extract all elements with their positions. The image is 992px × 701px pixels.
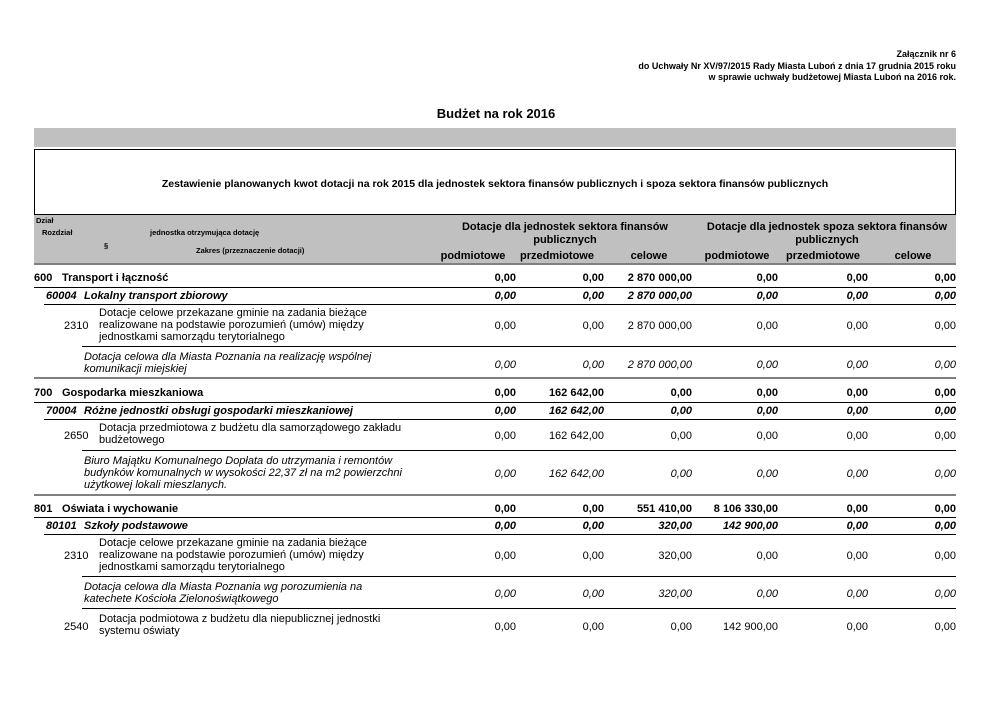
amount: 0,00 bbox=[846, 430, 868, 442]
chapter-name: Lokalny transport zbiorowy bbox=[84, 290, 228, 302]
header-col-podmiotowe-2: podmiotowe bbox=[704, 250, 770, 262]
amount: 0,00 bbox=[582, 320, 604, 332]
header-scope: Zakres (przeznaczenie dotacji) bbox=[196, 246, 305, 255]
header-dzial: Dział bbox=[36, 216, 54, 225]
paragraph-desc-line: jednostkami samorządu terytorialnego bbox=[99, 331, 285, 343]
paragraph-desc-line: Dotacja przedmiotowa z budżetu dla samorządowego zakładu bbox=[99, 422, 402, 434]
header-col-podmiotowe-1: podmiotowe bbox=[440, 250, 506, 262]
resolution-reference: do Uchwały Nr XV/97/2015 Rady Miasta Luboń z dnia 17 grudnia 2015 roku bbox=[638, 61, 956, 71]
amount: 0,00 bbox=[934, 320, 956, 332]
amount: 0,00 bbox=[582, 359, 604, 371]
amount: 0,00 bbox=[670, 387, 692, 399]
amount: 0,00 bbox=[846, 320, 868, 332]
amount: 0,00 bbox=[756, 272, 778, 284]
header-bottom-rule bbox=[34, 263, 956, 265]
section-code: 600 bbox=[34, 272, 53, 284]
amount: 0,00 bbox=[934, 520, 956, 532]
header-col-przedmiotowe-1: przedmiotowe bbox=[520, 250, 594, 262]
chapter-code: 60004 bbox=[46, 290, 77, 302]
row-rule bbox=[82, 346, 956, 347]
amount: 0,00 bbox=[494, 588, 516, 600]
attachment-number: Załącznik nr 6 bbox=[896, 49, 956, 59]
amount: 320,00 bbox=[658, 588, 692, 600]
budget-title: Budżet na rok 2016 bbox=[436, 106, 556, 121]
section-rule bbox=[34, 377, 956, 379]
amount: 0,00 bbox=[494, 359, 516, 371]
amount: 0,00 bbox=[582, 290, 604, 302]
amount: 0,00 bbox=[934, 387, 956, 399]
amount: 0,00 bbox=[846, 520, 868, 532]
amount: 0,00 bbox=[846, 387, 868, 399]
amount: 0,00 bbox=[846, 468, 868, 480]
entity-desc-line: użytkowej lokali mieszlanych. bbox=[84, 479, 228, 491]
amount: 0,00 bbox=[756, 359, 778, 371]
gray-band bbox=[34, 128, 956, 147]
chapter-name: Szkoły podstawowe bbox=[84, 520, 188, 532]
header-col-celowe-1: celowe bbox=[630, 250, 668, 262]
header-entity: jednostka otrzymująca dotację bbox=[150, 228, 260, 237]
paragraph-code: 2650 bbox=[64, 430, 89, 442]
entity-desc-line: Biuro Majątku Komunalnego Dopłata do utrzymania i remontów bbox=[84, 455, 393, 467]
header-col-celowe-2: celowe bbox=[894, 250, 932, 262]
amount: 2 870 000,00 bbox=[627, 320, 692, 332]
amount: 0,00 bbox=[934, 405, 956, 417]
amount: 0,00 bbox=[756, 550, 778, 562]
amount: 0,00 bbox=[846, 588, 868, 600]
paragraph-code: 2310 bbox=[64, 550, 89, 562]
header-paragraph: § bbox=[104, 241, 109, 250]
amount: 0,00 bbox=[670, 430, 692, 442]
amount: 0,00 bbox=[670, 405, 692, 417]
row-rule bbox=[44, 534, 956, 535]
entity-desc-line: komunikacji miejskiej bbox=[84, 363, 187, 375]
amount: 0,00 bbox=[494, 290, 516, 302]
row-rule bbox=[34, 287, 956, 288]
amount: 0,00 bbox=[934, 290, 956, 302]
amount: 0,00 bbox=[494, 387, 516, 399]
amount: 0,00 bbox=[934, 550, 956, 562]
entity-desc-line: Dotacja celowa dla Miasta Poznania wg porozumienia na bbox=[84, 581, 363, 593]
amount: 162 642,00 bbox=[548, 430, 604, 442]
resolution-subject: w sprawie uchwały budżetowej Miasta Luboń na 2016 rok. bbox=[708, 72, 956, 82]
header-col-przedmiotowe-2: przedmiotowe bbox=[786, 250, 860, 262]
amount: 162 642,00 bbox=[548, 387, 604, 399]
amount: 0,00 bbox=[494, 520, 516, 532]
amount: 162 642,00 bbox=[548, 405, 604, 417]
amount: 0,00 bbox=[846, 503, 868, 515]
amount: 0,00 bbox=[756, 588, 778, 600]
amount: 0,00 bbox=[756, 405, 778, 417]
amount: 142 900,00 bbox=[722, 621, 778, 633]
row-rule bbox=[44, 419, 956, 420]
header-rozdzial: Rozdział bbox=[42, 228, 73, 237]
paragraph-desc-line: Dotacja podmiotowa z budżetu dla niepublicznej jednostki bbox=[99, 613, 381, 625]
amount: 0,00 bbox=[494, 550, 516, 562]
entity-desc-line: katechete Kościoła Zielonoświątkowego bbox=[84, 593, 279, 605]
paragraph-desc-line: Dotacje celowe przekazane gminie na zadania bieżące bbox=[99, 537, 367, 549]
amount: 0,00 bbox=[756, 320, 778, 332]
paragraph-desc-line: Dotacje celowe przekazane gminie na zadania bieżące bbox=[99, 307, 367, 319]
paragraph-code: 2310 bbox=[64, 320, 89, 332]
amount: 0,00 bbox=[756, 290, 778, 302]
amount: 0,00 bbox=[756, 468, 778, 480]
amount: 0,00 bbox=[582, 621, 604, 633]
amount: 2 870 000,00 bbox=[627, 272, 692, 284]
row-rule bbox=[34, 517, 956, 518]
amount: 320,00 bbox=[658, 520, 692, 532]
amount: 551 410,00 bbox=[636, 503, 692, 515]
chapter-code: 80101 bbox=[46, 520, 77, 532]
row-rule bbox=[82, 576, 956, 577]
amount: 2 870 000,00 bbox=[627, 290, 692, 302]
paragraph-code: 2540 bbox=[64, 621, 89, 633]
table-title-box bbox=[34, 149, 956, 215]
amount: 0,00 bbox=[582, 550, 604, 562]
section-name: Oświata i wychowanie bbox=[62, 503, 179, 515]
amount: 0,00 bbox=[494, 503, 516, 515]
section-name: Transport i łączność bbox=[62, 272, 169, 284]
section-code: 700 bbox=[34, 387, 53, 399]
amount: 0,00 bbox=[582, 503, 604, 515]
amount: 0,00 bbox=[934, 272, 956, 284]
section-code: 801 bbox=[34, 503, 53, 515]
amount: 8 106 330,00 bbox=[713, 503, 778, 515]
amount: 0,00 bbox=[934, 588, 956, 600]
amount: 0,00 bbox=[846, 359, 868, 371]
chapter-name: Różne jednostki obsługi gospodarki mieszkaniowej bbox=[84, 405, 353, 417]
amount: 320,00 bbox=[658, 550, 692, 562]
amount: 0,00 bbox=[670, 621, 692, 633]
amount: 0,00 bbox=[846, 550, 868, 562]
amount: 0,00 bbox=[582, 520, 604, 532]
table-title: Zestawienie planowanych kwot dotacji na rok 2015 dla jednostek sektora finansów publicznych i spoza sektora finansów publicznych bbox=[161, 178, 829, 190]
header-group-nonpublic: Dotacje dla jednostek spoza sektora finansów publicznych bbox=[706, 221, 948, 246]
paragraph-desc-line: jednostkami samorządu terytorialnego bbox=[99, 561, 285, 573]
row-rule bbox=[82, 608, 956, 609]
amount: 0,00 bbox=[934, 430, 956, 442]
entity-desc-line: budynków komunalnych w wysokości 22,37 zł na m2 powierzchni bbox=[84, 467, 402, 479]
amount: 0,00 bbox=[846, 290, 868, 302]
amount: 0,00 bbox=[846, 405, 868, 417]
chapter-code: 70004 bbox=[46, 405, 77, 417]
row-rule bbox=[34, 402, 956, 403]
row-rule bbox=[82, 450, 956, 451]
paragraph-desc-line: systemu oświaty bbox=[99, 625, 180, 637]
amount: 142 900,00 bbox=[722, 520, 778, 532]
amount: 0,00 bbox=[494, 272, 516, 284]
paragraph-desc-line: realizowane na podstawie porozumień (umów) między bbox=[99, 319, 364, 331]
amount: 0,00 bbox=[494, 621, 516, 633]
amount: 0,00 bbox=[582, 588, 604, 600]
section-name: Gospodarka mieszkaniowa bbox=[62, 387, 204, 399]
amount: 0,00 bbox=[756, 430, 778, 442]
amount: 0,00 bbox=[934, 503, 956, 515]
amount: 0,00 bbox=[494, 320, 516, 332]
amount: 0,00 bbox=[846, 272, 868, 284]
amount: 0,00 bbox=[846, 621, 868, 633]
amount: 0,00 bbox=[494, 468, 516, 480]
amount: 0,00 bbox=[934, 621, 956, 633]
row-rule bbox=[44, 304, 956, 305]
section-rule bbox=[34, 494, 956, 496]
amount: 0,00 bbox=[582, 272, 604, 284]
entity-desc-line: Dotacja celowa dla Miasta Poznania na realizację wspólnej bbox=[84, 351, 372, 363]
paragraph-desc-line: budżetowego bbox=[99, 434, 165, 446]
amount: 0,00 bbox=[494, 405, 516, 417]
amount: 0,00 bbox=[756, 387, 778, 399]
amount: 0,00 bbox=[494, 430, 516, 442]
amount: 0,00 bbox=[670, 468, 692, 480]
amount: 0,00 bbox=[934, 359, 956, 371]
amount: 2 870 000,00 bbox=[627, 359, 692, 371]
amount: 0,00 bbox=[934, 468, 956, 480]
header-group-public: Dotacje dla jednostek sektora finansów publicznych bbox=[461, 221, 668, 246]
paragraph-desc-line: realizowane na podstawie porozumień (umów) między bbox=[99, 549, 364, 561]
amount: 162 642,00 bbox=[548, 468, 604, 480]
